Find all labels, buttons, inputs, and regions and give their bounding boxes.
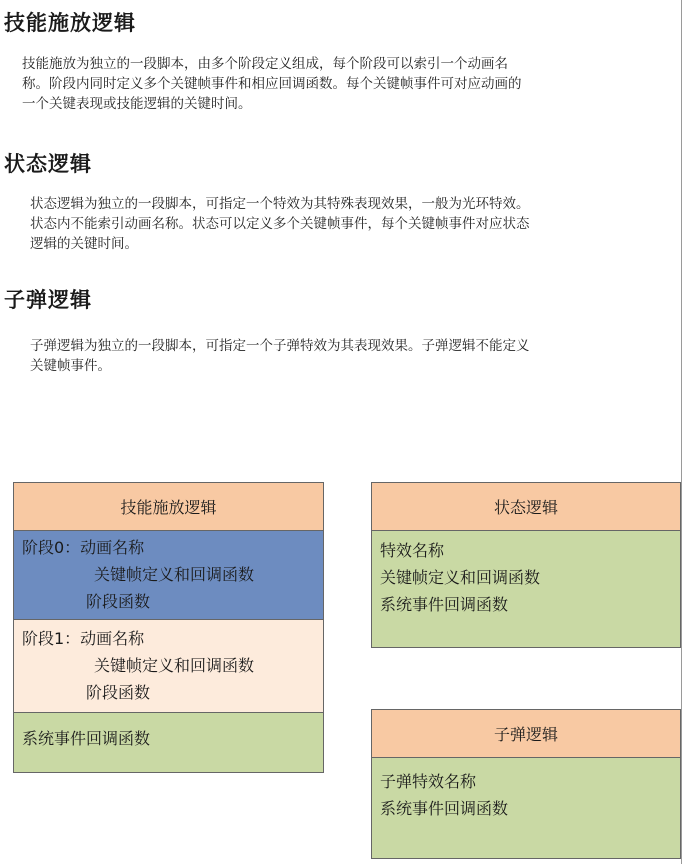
bullet-box-header: 子弹逻辑 — [372, 710, 680, 758]
paragraph-line: 状态逻辑为独立的一段脚本，可指定一个特效为其特殊表现效果，一般为光环特效。 — [30, 196, 530, 212]
stage0-label: 阶段0：动画名称 — [22, 538, 145, 557]
paragraph-line: 技能施放为独立的一段脚本，由多个阶段定义组成，每个阶段可以索引一个动画名 — [22, 56, 508, 72]
bullet-line-system: 系统事件回调函数 — [380, 799, 509, 818]
stage1-stage-func-line: 阶段函数 — [86, 683, 151, 702]
skill-system-callback: 系统事件回调函数 — [22, 729, 151, 748]
stage1-keyframe-line: 关键帧定义和回调函数 — [94, 656, 255, 675]
state-box-header: 状态逻辑 — [372, 483, 680, 531]
state-box — [371, 482, 681, 648]
state-line-system: 系统事件回调函数 — [380, 595, 509, 614]
heading-bullet: 子弹逻辑 — [4, 288, 92, 312]
bullet-line-effect: 子弹特效名称 — [380, 772, 477, 791]
paragraph-line: 称。阶段内同时定义多个关键帧事件和相应回调函数。每个关键帧事件可对应动画的 — [22, 76, 522, 92]
stage0-stage-func-line: 阶段函数 — [86, 592, 151, 611]
paragraph-state — [30, 194, 530, 254]
paragraph-line: 一个关键表现或技能逻辑的关键时间。 — [22, 96, 252, 112]
heading-state: 状态逻辑 — [4, 152, 92, 176]
state-box-body — [372, 531, 680, 618]
paragraph-line: 关键帧事件。 — [30, 358, 111, 374]
skill-system-section — [14, 712, 323, 772]
heading-skill-cast: 技能施放逻辑 — [4, 11, 136, 35]
paragraph-line: 状态内不能索引动画名称。状态可以定义多个关键帧事件，每个关键帧事件对应状态 — [30, 216, 530, 232]
page-frame-edge — [681, 0, 682, 864]
stage1-section — [14, 619, 323, 712]
skill-cast-box — [13, 482, 324, 773]
bullet-box — [371, 709, 681, 859]
paragraph-skill-cast — [22, 54, 522, 114]
state-line-keyframe: 关键帧定义和回调函数 — [380, 568, 541, 587]
paragraph-line: 子弹逻辑为独立的一段脚本，可指定一个子弹特效为其表现效果。子弹逻辑不能定义 — [30, 338, 530, 354]
stage1-label: 阶段1：动画名称 — [22, 629, 145, 648]
paragraph-bullet — [30, 336, 530, 376]
bullet-box-body — [372, 758, 680, 822]
stage0-keyframe-line: 关键帧定义和回调函数 — [94, 565, 255, 584]
skill-cast-box-header: 技能施放逻辑 — [14, 483, 323, 531]
paragraph-line: 逻辑的关键时间。 — [30, 236, 138, 252]
state-line-effect: 特效名称 — [380, 541, 445, 560]
stage0-section — [14, 531, 323, 619]
